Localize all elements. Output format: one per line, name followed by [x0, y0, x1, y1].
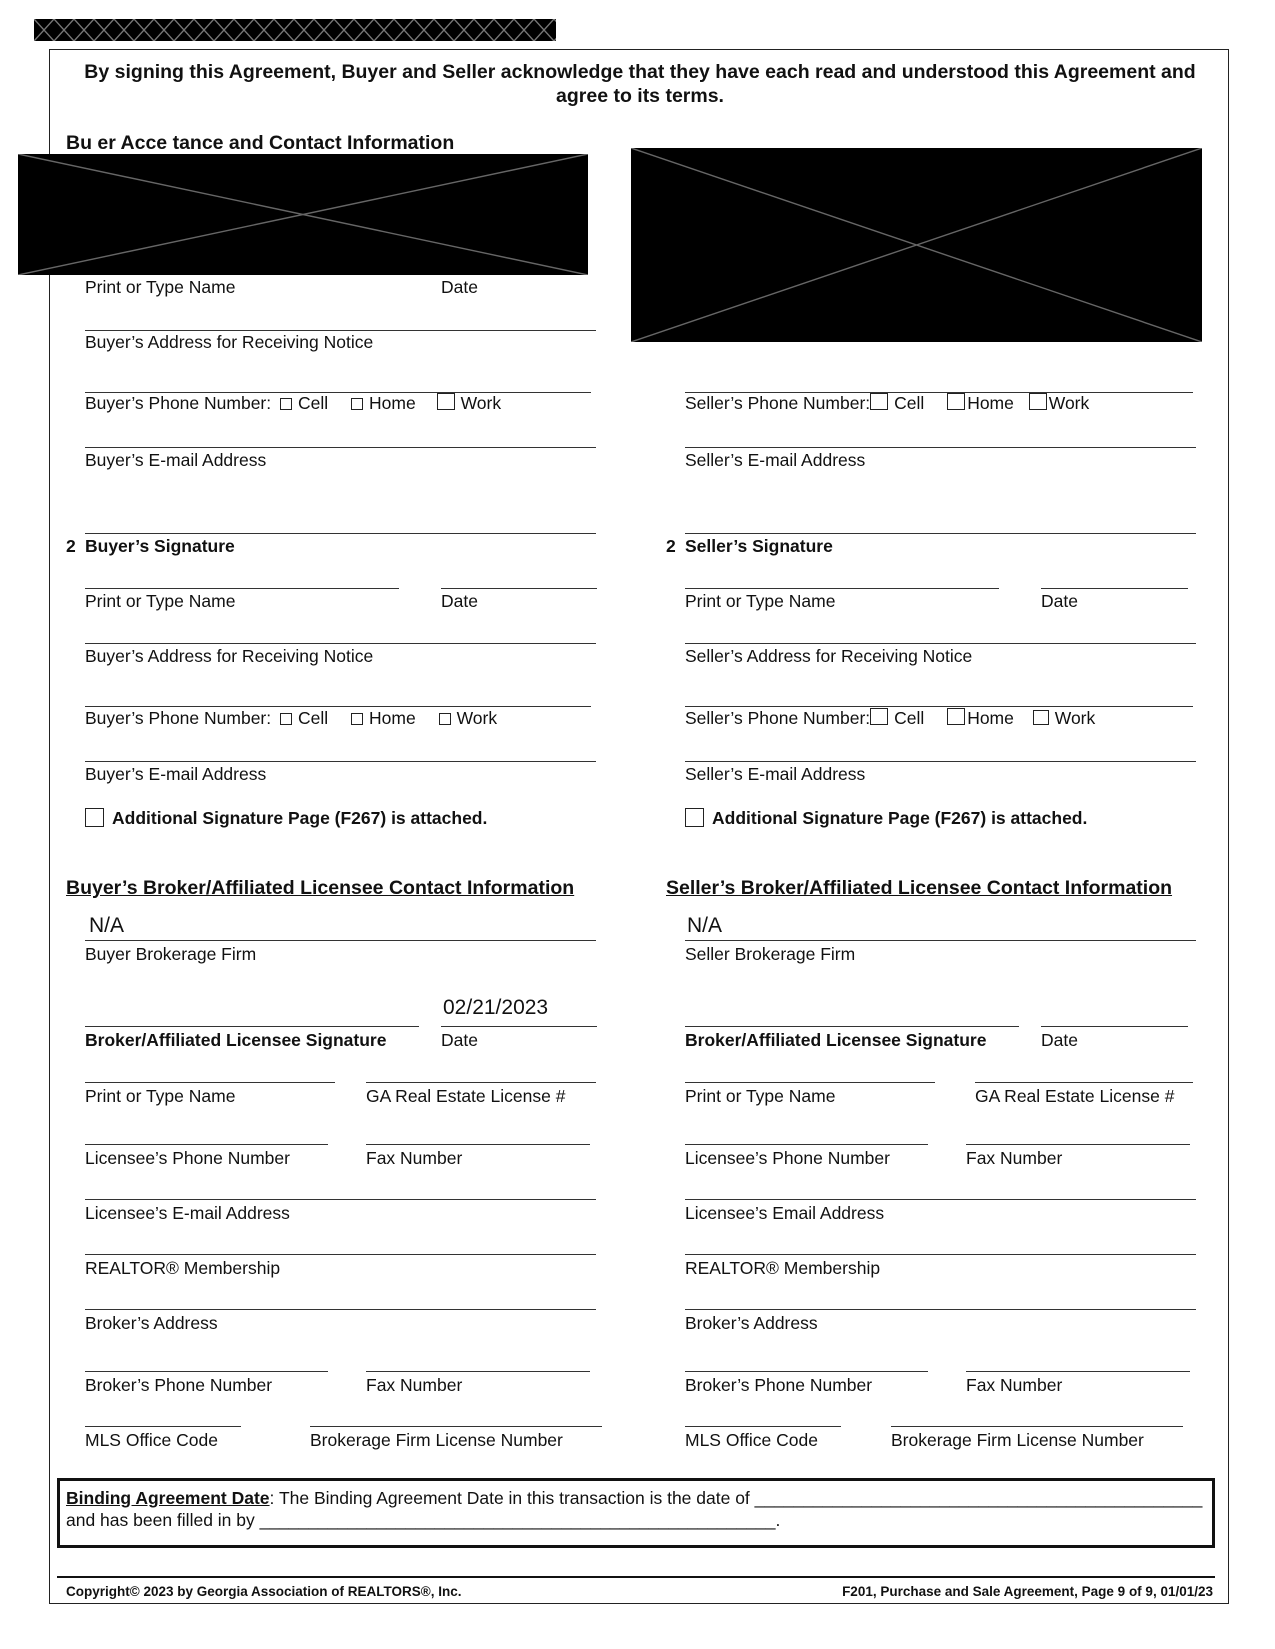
seller-broker-address-line[interactable] [685, 1309, 1196, 1310]
seller2-print-name-line[interactable] [685, 588, 999, 589]
buyer2-additional-checkbox[interactable] [85, 808, 104, 827]
buyer1-work-label: Work [460, 393, 502, 413]
seller2-email-label: Seller’s E-mail Address [685, 764, 866, 784]
seller2-address-label: Seller’s Address for Receiving Notice [685, 646, 973, 666]
buyer-licensee-email-label: Licensee’s E-mail Address [85, 1203, 290, 1223]
seller-firm-license-label: Brokerage Firm License Number [891, 1430, 1144, 1450]
buyer-brokerage-firm-line [85, 940, 596, 941]
seller-mls-line[interactable] [685, 1426, 841, 1427]
seller1-cell-label: Cell [894, 393, 925, 413]
seller-broker-signature-line[interactable] [685, 1026, 1019, 1027]
buyer1-email-line[interactable] [85, 447, 596, 448]
seller1-email-label: Seller’s E-mail Address [685, 450, 866, 470]
buyer2-phone-label: Buyer’s Phone Number: [85, 708, 272, 728]
buyer2-home-checkbox[interactable] [351, 713, 363, 725]
buyer2-phone-row [85, 708, 497, 729]
buyer-broker-date-line [441, 1026, 597, 1027]
seller2-home-checkbox[interactable] [947, 708, 965, 725]
binding-agreement-line1[interactable] [66, 1488, 1202, 1509]
seller-broker-fax-label: Fax Number [966, 1375, 1063, 1395]
buyer-section-title: Bu er Acce tance and Contact Information [66, 132, 455, 154]
buyer-broker-fax-line[interactable] [366, 1371, 590, 1372]
buyer-broker-fax-label: Fax Number [366, 1375, 463, 1395]
seller-mls-label: MLS Office Code [685, 1430, 818, 1450]
seller2-email-line[interactable] [685, 761, 1196, 762]
buyer1-email-label: Buyer’s E-mail Address [85, 450, 267, 470]
seller1-home-label: Home [967, 393, 1014, 413]
seller2-address-line[interactable] [685, 643, 1196, 644]
seller2-print-name-label: Print or Type Name [685, 591, 836, 611]
seller-brokerage-firm-value[interactable]: N/A [687, 914, 723, 937]
seller2-signature-line[interactable] [685, 533, 1196, 534]
buyer2-cell-label: Cell [298, 708, 329, 728]
seller-broker-address-label: Broker’s Address [685, 1313, 818, 1333]
buyer2-work-label: Work [456, 708, 498, 728]
buyer-broker-date-value[interactable]: 02/21/2023 [443, 996, 549, 1019]
buyer-broker-address-label: Broker’s Address [85, 1313, 218, 1333]
buyer1-phone-row [85, 393, 501, 414]
seller2-phone-line[interactable] [685, 706, 1193, 707]
seller1-work-label: Work [1048, 393, 1090, 413]
seller2-work-label: Work [1054, 708, 1096, 728]
buyer-broker-phone-label: Broker’s Phone Number [85, 1375, 273, 1395]
seller-broker-license-label: GA Real Estate License # [975, 1086, 1175, 1106]
seller2-cell-label: Cell [894, 708, 925, 728]
buyer-broker-phone-line[interactable] [85, 1371, 328, 1372]
seller-broker-date-line[interactable] [1041, 1026, 1188, 1027]
footer-copyright: Copyright© 2023 by Georgia Association of REALTORS®, Inc. [66, 1584, 462, 1599]
buyer2-signature-label: Buyer’s Signature [85, 536, 235, 556]
footer-rule [57, 1576, 1215, 1578]
seller2-additional-checkbox[interactable] [685, 808, 704, 827]
seller2-number: 2 [666, 536, 676, 556]
seller2-date-line[interactable] [1041, 588, 1188, 589]
seller2-signature-label: Seller’s Signature [685, 536, 833, 556]
buyer2-address-label: Buyer’s Address for Receiving Notice [85, 646, 374, 666]
buyer1-address-label: Buyer’s Address for Receiving Notice [85, 332, 374, 352]
seller1-phone-row [685, 393, 1089, 414]
buyer-licensee-phone-label: Licensee’s Phone Number [85, 1148, 290, 1168]
buyer2-email-line[interactable] [85, 761, 596, 762]
seller-licensee-fax-label: Fax Number [966, 1148, 1063, 1168]
buyer-brokerage-firm-value[interactable]: N/A [89, 914, 125, 937]
seller-broker-license-line[interactable] [975, 1082, 1193, 1083]
buyer-brokerage-firm-label: Buyer Brokerage Firm [85, 944, 257, 964]
seller1-email-line[interactable] [685, 447, 1196, 448]
footer-form-id: F201, Purchase and Sale Agreement, Page 9 of 9, 01/01/23 [842, 1584, 1213, 1599]
buyer1-cell-checkbox[interactable] [280, 398, 292, 410]
buyer-licensee-phone-line[interactable] [85, 1144, 328, 1145]
buyer2-date-line[interactable] [441, 588, 597, 589]
seller2-phone-row [685, 708, 1095, 729]
buyer-realtor-line[interactable] [85, 1254, 596, 1255]
buyer-licensee-fax-label: Fax Number [366, 1148, 463, 1168]
seller-broker-signature-label: Broker/Affiliated Licensee Signature [685, 1030, 987, 1050]
buyer-licensee-fax-line[interactable] [366, 1144, 590, 1145]
buyer-firm-license-label: Brokerage Firm License Number [310, 1430, 563, 1450]
buyer2-signature-line[interactable] [85, 533, 596, 534]
seller2-home-label: Home [967, 708, 1014, 728]
binding-agreement-text1: : The Binding Agreement Date in this transaction is the date of ______________________________________________ [269, 1488, 1203, 1508]
buyer2-home-label: Home [369, 708, 416, 728]
seller-licensee-email-label: Licensee’s Email Address [685, 1203, 885, 1223]
binding-agreement-line2[interactable]: and has been filled in by _____________________________________________________. [66, 1510, 781, 1530]
seller-broker-date-label: Date [1041, 1030, 1078, 1050]
buyer2-print-name-label: Print or Type Name [85, 591, 236, 611]
seller-brokerage-firm-label: Seller Brokerage Firm [685, 944, 856, 964]
buyer-broker-print-name-label: Print or Type Name [85, 1086, 236, 1106]
seller1-work-checkbox[interactable] [1029, 393, 1047, 410]
seller-licensee-fax-line[interactable] [966, 1144, 1190, 1145]
buyer1-address-line[interactable] [85, 330, 596, 331]
seller-broker-title: Seller’s Broker/Affiliated Licensee Contact Information [666, 877, 1173, 899]
seller-brokerage-firm-line [685, 940, 1196, 941]
seller2-additional-row [685, 808, 1087, 829]
seller1-cell-checkbox[interactable] [870, 393, 888, 410]
seller-broker-print-name-line[interactable] [685, 1082, 935, 1083]
seller-broker-fax-line[interactable] [966, 1371, 1190, 1372]
seller2-phone-label: Seller’s Phone Number: [685, 708, 871, 728]
buyer2-additional-row [85, 808, 487, 829]
buyer-broker-signature-line[interactable] [85, 1026, 419, 1027]
buyer2-email-label: Buyer’s E-mail Address [85, 764, 267, 784]
buyer2-address-line[interactable] [85, 643, 596, 644]
buyer-mls-label: MLS Office Code [85, 1430, 218, 1450]
seller-licensee-phone-label: Licensee’s Phone Number [685, 1148, 890, 1168]
buyer2-cell-checkbox[interactable] [280, 713, 292, 725]
page-heading: By signing this Agreement, Buyer and Seller acknowledge that they have each read and understood this Agreement and agree to its terms. [84, 61, 1196, 107]
seller1-phone-label: Seller’s Phone Number: [685, 393, 871, 413]
buyer1-home-checkbox[interactable] [351, 398, 363, 410]
seller1-home-checkbox[interactable] [947, 393, 965, 410]
buyer1-phone-label: Buyer’s Phone Number: [85, 393, 272, 413]
buyer-broker-print-name-line[interactable] [85, 1082, 335, 1083]
buyer-broker-title: Buyer’s Broker/Affiliated Licensee Contact Information [66, 877, 575, 899]
seller-licensee-phone-line[interactable] [685, 1144, 928, 1145]
seller-broker-print-name-label: Print or Type Name [685, 1086, 836, 1106]
seller-realtor-line[interactable] [685, 1254, 1196, 1255]
buyer2-number: 2 [66, 536, 76, 556]
buyer1-work-checkbox[interactable] [437, 393, 455, 410]
seller-firm-license-line[interactable] [891, 1426, 1183, 1427]
buyer2-phone-line[interactable] [85, 706, 591, 707]
buyer-signature-redaction [18, 154, 588, 275]
buyer2-work-checkbox[interactable] [439, 713, 451, 725]
buyer-firm-license-line[interactable] [310, 1426, 602, 1427]
buyer1-date-label: Date [441, 277, 478, 297]
buyer-broker-date-label: Date [441, 1030, 478, 1050]
buyer-mls-line[interactable] [85, 1426, 241, 1427]
seller-realtor-label: REALTOR® Membership [685, 1258, 881, 1278]
seller2-date-label: Date [1041, 591, 1078, 611]
binding-agreement-label: Binding Agreement Date [66, 1488, 270, 1508]
top-redaction-bar [34, 19, 556, 41]
buyer-realtor-label: REALTOR® Membership [85, 1258, 281, 1278]
buyer1-home-label: Home [369, 393, 416, 413]
buyer-licensee-email-line[interactable] [85, 1199, 596, 1200]
buyer2-print-name-line[interactable] [85, 588, 399, 589]
seller-licensee-email-line[interactable] [685, 1199, 1196, 1200]
buyer2-additional-label: Additional Signature Page (F267) is attached. [112, 808, 488, 828]
buyer1-cell-label: Cell [298, 393, 329, 413]
buyer2-date-label: Date [441, 591, 478, 611]
buyer1-print-name-label: Print or Type Name [85, 277, 236, 297]
buyer-broker-signature-label: Broker/Affiliated Licensee Signature [85, 1030, 387, 1050]
buyer-broker-license-label: GA Real Estate License # [366, 1086, 566, 1106]
seller-signature-redaction [631, 148, 1202, 342]
seller-broker-phone-line[interactable] [685, 1371, 928, 1372]
seller2-work-checkbox[interactable] [1033, 710, 1049, 725]
seller2-cell-checkbox[interactable] [870, 708, 888, 725]
seller2-additional-label: Additional Signature Page (F267) is attached. [712, 808, 1088, 828]
buyer-broker-address-line[interactable] [85, 1309, 596, 1310]
buyer-broker-license-line[interactable] [366, 1082, 596, 1083]
seller-broker-phone-label: Broker’s Phone Number [685, 1375, 873, 1395]
